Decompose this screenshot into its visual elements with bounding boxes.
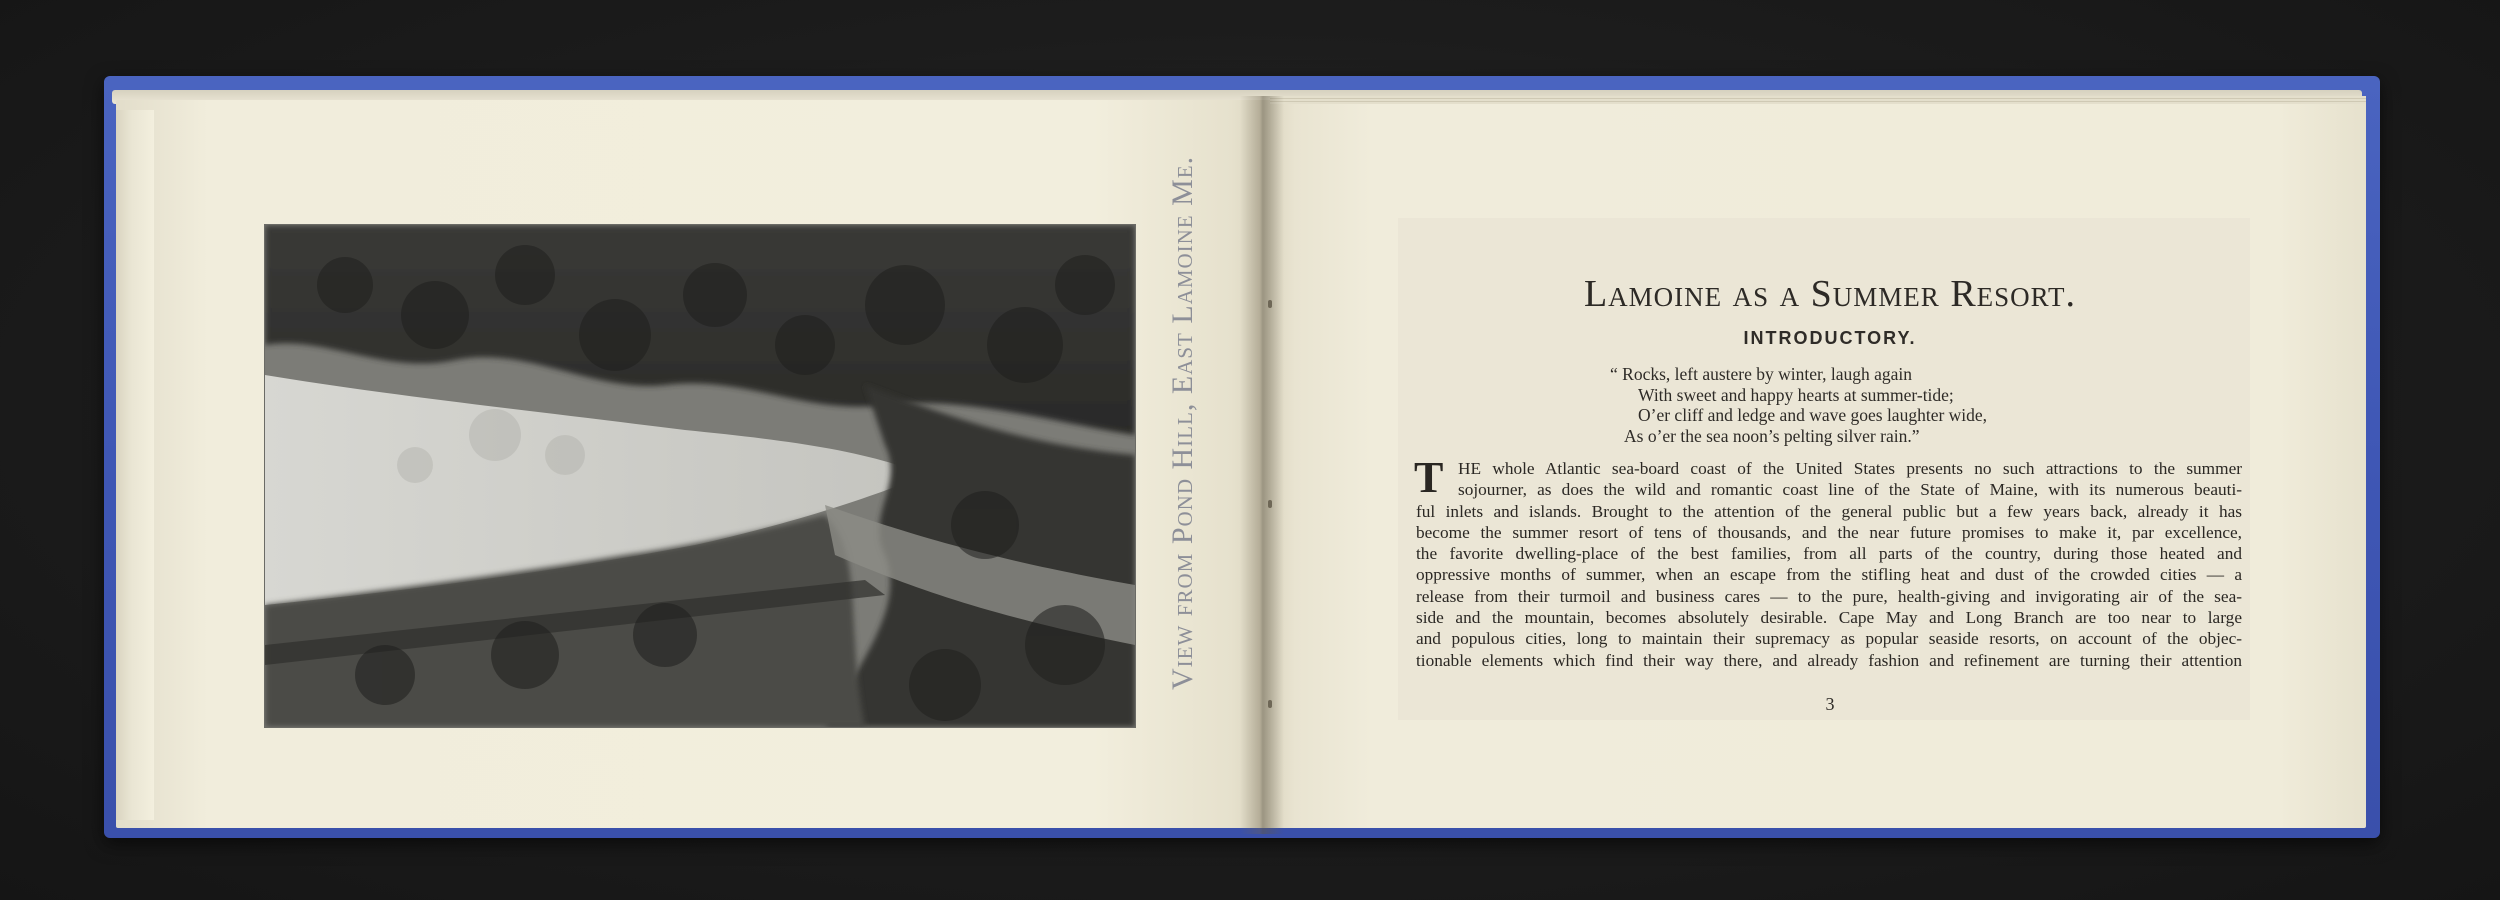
landscape-photograph	[264, 224, 1136, 728]
body-line: ful inlets and islands. Brought to the attention of the general public but a few years back, already it has	[1416, 501, 2242, 521]
body-line: release from their turmoil and business cares — to the pure, health-giving and invigorating air of the sea-	[1416, 586, 2242, 606]
body-line: HE whole Atlantic sea-board coast of the United States presents no such attractions to the summer	[1458, 459, 2242, 478]
drop-cap: T	[1414, 453, 1444, 502]
photo-illustration	[265, 225, 1135, 727]
poem-line: With sweet and happy hearts at summer-tide;	[1638, 384, 1954, 405]
left-page-edge	[116, 110, 154, 820]
book-gutter	[1240, 96, 1284, 834]
body-paragraph	[1414, 453, 2242, 671]
right-page-stack	[1270, 96, 2366, 104]
photo-caption: View from Pond Hill, East Lamoine Me.	[1166, 155, 1199, 690]
binding-stitch	[1268, 500, 1272, 508]
section-subtitle: INTRODUCTORY.	[1743, 328, 1917, 348]
poem-line: O’er cliff and ledge and wave goes laughter wide,	[1638, 405, 1988, 425]
body-line: the favorite dwelling-place of the best families, from all parts of the country, during those heated and	[1416, 544, 2242, 564]
body-line: and populous cities, long to maintain their supremacy as popular seaside resorts, on account of the objec-	[1416, 629, 2242, 649]
body-line: tionable elements which find their way there, and already fashion and refinement are turning their attention	[1416, 650, 2242, 670]
body-line: side and the mountain, becomes absolutely desirable. Cape May and Long Branch are too near to large	[1416, 608, 2242, 628]
binding-stitch	[1268, 300, 1272, 308]
page-number: 3	[1825, 694, 1835, 714]
page-title: Lamoine as a Summer Resort.	[1583, 273, 2077, 315]
body-line: oppressive months of summer, when an escape from the stifling heat and dust of the crowded cities — a	[1416, 565, 2242, 585]
poem-line: “ Rocks, left austere by winter, laugh again	[1610, 364, 1913, 384]
binding-stitch	[1268, 700, 1272, 708]
body-line: become the summer resort of tens of thousands, and the near future promises to make it, par excellence,	[1416, 522, 2242, 542]
body-line: sojourner, as does the wild and romantic coast line of the State of Maine, with its numerous beauti-	[1458, 480, 2242, 500]
epigraph-poem	[1610, 364, 2170, 446]
poem-line: As o’er the sea noon’s pelting silver rain.”	[1624, 425, 1920, 446]
